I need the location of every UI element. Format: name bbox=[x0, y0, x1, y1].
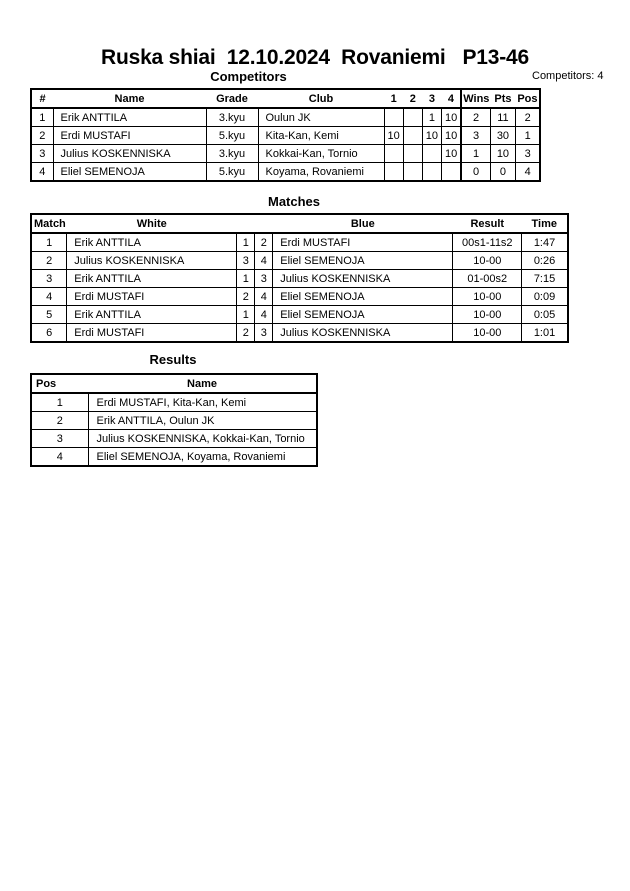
matches-table bbox=[30, 213, 569, 343]
header-cell: Pos bbox=[515, 89, 540, 108]
header-cell: Result bbox=[453, 214, 522, 233]
header-cell bbox=[237, 214, 255, 233]
competitors-table bbox=[30, 88, 541, 182]
table-cell: Julius KOSKENNISKA bbox=[67, 252, 237, 270]
header-cell: Wins bbox=[461, 89, 490, 108]
header-cell: Club bbox=[258, 89, 384, 108]
table-row bbox=[31, 393, 317, 412]
table-cell: 1 bbox=[31, 108, 53, 127]
header-cell: Name bbox=[53, 89, 206, 108]
table-cell: 10-00 bbox=[453, 252, 522, 270]
table-cell bbox=[403, 127, 422, 145]
table-cell: 2 bbox=[515, 108, 540, 127]
header-cell: 3 bbox=[422, 89, 441, 108]
table-cell: 3 bbox=[255, 324, 273, 343]
table-cell: 3 bbox=[31, 145, 53, 163]
table-cell: 1 bbox=[461, 145, 490, 163]
page-title: Ruska shiai 12.10.2024 Rovaniemi P13-46 bbox=[101, 46, 529, 69]
table-cell: 2 bbox=[255, 233, 273, 252]
table-cell: 4 bbox=[31, 163, 53, 182]
table-cell: 3 bbox=[255, 270, 273, 288]
header-cell: Time bbox=[522, 214, 568, 233]
table-cell bbox=[403, 108, 422, 127]
table-cell bbox=[384, 145, 403, 163]
table-row bbox=[31, 233, 568, 252]
table-cell: 0:09 bbox=[522, 288, 568, 306]
table-cell: Kokkai-Kan, Tornio bbox=[258, 145, 384, 163]
results-section-heading: Results bbox=[149, 352, 197, 367]
table-row bbox=[31, 163, 540, 182]
table-row bbox=[31, 127, 540, 145]
table-cell: Erdi MUSTAFI, Kita-Kan, Kemi bbox=[88, 393, 317, 412]
table-cell: Julius KOSKENNISKA bbox=[273, 324, 453, 343]
table-cell: 1 bbox=[31, 393, 88, 412]
table-cell: Eliel SEMENOJA bbox=[53, 163, 206, 182]
table-cell bbox=[422, 145, 441, 163]
header-cell: 2 bbox=[403, 89, 422, 108]
table-cell: 10 bbox=[442, 127, 462, 145]
table-cell: 7:15 bbox=[522, 270, 568, 288]
header-cell: Grade bbox=[206, 89, 258, 108]
table-cell: 3.kyu bbox=[206, 108, 258, 127]
table-cell: 2 bbox=[31, 252, 67, 270]
table-cell: 1 bbox=[422, 108, 441, 127]
table-cell bbox=[403, 145, 422, 163]
table-cell: 3 bbox=[515, 145, 540, 163]
table-cell: 1 bbox=[515, 127, 540, 145]
table-cell: 4 bbox=[31, 448, 88, 467]
table-cell: 5 bbox=[31, 306, 67, 324]
table-cell: 4 bbox=[255, 306, 273, 324]
header-cell: Blue bbox=[273, 214, 453, 233]
table-cell: Erik ANTTILA bbox=[67, 270, 237, 288]
table-cell: 3 bbox=[461, 127, 490, 145]
header-cell: 4 bbox=[442, 89, 462, 108]
table-cell: 11 bbox=[490, 108, 515, 127]
table-row bbox=[31, 108, 540, 127]
table-cell bbox=[422, 163, 441, 182]
results-header-row bbox=[31, 374, 317, 393]
table-cell: 3.kyu bbox=[206, 145, 258, 163]
table-cell: 2 bbox=[31, 412, 88, 430]
matches-section-heading: Matches bbox=[267, 194, 321, 209]
competitors-count-label: Competitors: 4 bbox=[532, 70, 604, 82]
table-cell: Erdi MUSTAFI bbox=[273, 233, 453, 252]
table-cell: 1 bbox=[31, 233, 67, 252]
table-cell: 10 bbox=[442, 108, 462, 127]
table-cell: Erdi MUSTAFI bbox=[53, 127, 206, 145]
table-cell: Oulun JK bbox=[258, 108, 384, 127]
table-cell: Eliel SEMENOJA, Koyama, Rovaniemi bbox=[88, 448, 317, 467]
competitors-section-heading: Competitors bbox=[210, 69, 287, 84]
table-cell: 10 bbox=[384, 127, 403, 145]
table-cell: Julius KOSKENNISKA bbox=[53, 145, 206, 163]
table-row bbox=[31, 252, 568, 270]
table-cell bbox=[384, 163, 403, 182]
table-cell: 4 bbox=[515, 163, 540, 182]
table-cell: 10-00 bbox=[453, 306, 522, 324]
table-cell: 4 bbox=[255, 288, 273, 306]
header-cell: Match bbox=[31, 214, 67, 233]
table-cell: 0 bbox=[490, 163, 515, 182]
table-cell: Erik ANTTILA bbox=[67, 306, 237, 324]
table-cell: Erik ANTTILA, Oulun JK bbox=[88, 412, 317, 430]
table-cell: 1 bbox=[237, 306, 255, 324]
table-cell: 0:05 bbox=[522, 306, 568, 324]
table-cell: 1:01 bbox=[522, 324, 568, 343]
table-cell: Eliel SEMENOJA bbox=[273, 252, 453, 270]
table-row bbox=[31, 270, 568, 288]
table-cell: Erdi MUSTAFI bbox=[67, 288, 237, 306]
table-cell: 2 bbox=[31, 127, 53, 145]
table-row bbox=[31, 145, 540, 163]
header-cell: Pts bbox=[490, 89, 515, 108]
table-cell: 4 bbox=[31, 288, 67, 306]
header-cell: Name bbox=[88, 374, 317, 393]
table-cell: 1 bbox=[237, 233, 255, 252]
table-cell: 2 bbox=[237, 288, 255, 306]
table-row bbox=[31, 448, 317, 467]
table-cell: Koyama, Rovaniemi bbox=[258, 163, 384, 182]
table-cell: 3 bbox=[31, 430, 88, 448]
table-row bbox=[31, 412, 317, 430]
table-cell: Erdi MUSTAFI bbox=[67, 324, 237, 343]
header-cell: 1 bbox=[384, 89, 403, 108]
table-cell: 2 bbox=[237, 324, 255, 343]
table-cell: 5.kyu bbox=[206, 163, 258, 182]
table-cell: Erik ANTTILA bbox=[53, 108, 206, 127]
table-cell: 10 bbox=[442, 145, 462, 163]
table-cell: 10-00 bbox=[453, 288, 522, 306]
table-cell: Julius KOSKENNISKA, Kokkai-Kan, Tornio bbox=[88, 430, 317, 448]
table-row bbox=[31, 288, 568, 306]
table-cell: Erik ANTTILA bbox=[67, 233, 237, 252]
table-cell: Kita-Kan, Kemi bbox=[258, 127, 384, 145]
table-cell bbox=[403, 163, 422, 182]
header-cell: Pos bbox=[31, 374, 88, 393]
table-cell bbox=[442, 163, 462, 182]
matches-header-row bbox=[31, 214, 568, 233]
header-cell: White bbox=[67, 214, 237, 233]
table-cell: 00s1-11s2 bbox=[453, 233, 522, 252]
table-cell: 0:26 bbox=[522, 252, 568, 270]
table-cell: 10 bbox=[490, 145, 515, 163]
table-cell: 6 bbox=[31, 324, 67, 343]
table-cell: 30 bbox=[490, 127, 515, 145]
table-cell bbox=[384, 108, 403, 127]
table-cell: Eliel SEMENOJA bbox=[273, 306, 453, 324]
table-row bbox=[31, 306, 568, 324]
table-row bbox=[31, 430, 317, 448]
header-cell: # bbox=[31, 89, 53, 108]
table-cell: 5.kyu bbox=[206, 127, 258, 145]
table-cell: 3 bbox=[31, 270, 67, 288]
table-row bbox=[31, 324, 568, 343]
table-cell: 1 bbox=[237, 270, 255, 288]
table-cell: 10 bbox=[422, 127, 441, 145]
table-cell: Julius KOSKENNISKA bbox=[273, 270, 453, 288]
table-cell: Eliel SEMENOJA bbox=[273, 288, 453, 306]
table-cell: 3 bbox=[237, 252, 255, 270]
table-cell: 0 bbox=[461, 163, 490, 182]
table-cell: 2 bbox=[461, 108, 490, 127]
table-cell: 01-00s2 bbox=[453, 270, 522, 288]
results-table bbox=[30, 373, 318, 467]
table-cell: 10-00 bbox=[453, 324, 522, 343]
table-cell: 1:47 bbox=[522, 233, 568, 252]
header-cell bbox=[255, 214, 273, 233]
table-cell: 4 bbox=[255, 252, 273, 270]
competitors-header-row bbox=[31, 89, 540, 108]
